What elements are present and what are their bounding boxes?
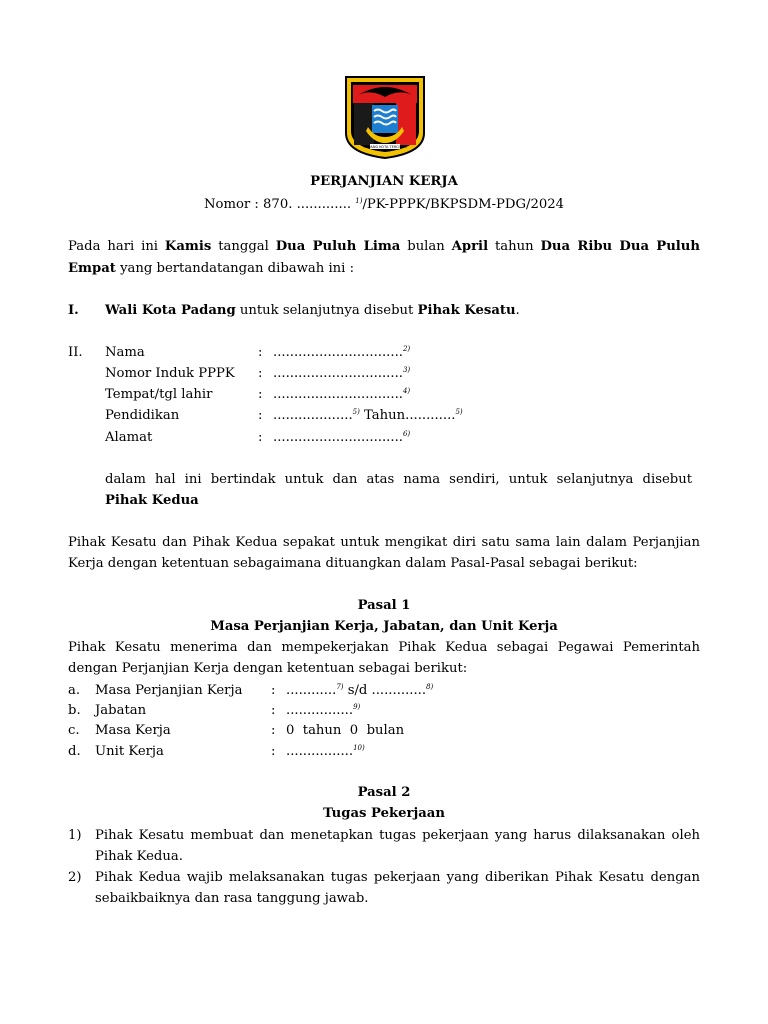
item-value: 0 tahun 0 bulan [286,723,405,738]
field-value: ...............................$^{2)}$ [273,345,411,360]
pasal-1-line-1: Pihak Kesatu menerima dan mempekerjakan Pihak Kedua sebagai Pegawai Pemerintah [68,640,700,655]
party-2-statement-line-2: Pihak Kedua [105,493,199,508]
agreement-line-1: Pihak Kesatu dan Pihak Kedua sepakat untuk mengikat diri satu sama lain dalam Perjanjian [68,535,700,550]
document-title: PERJANJIAN KERJA [310,174,458,189]
field-value: ...............................$^{6)}$ [273,430,411,445]
item-letter: c. [68,723,80,738]
padang-city-emblem [344,75,426,159]
party-1-number: I. [68,303,79,318]
field-value: ...................$^{5)}$ Tahun............$^{5)}$ [273,408,463,423]
item-colon: : [271,723,276,738]
item-value: ............$^{7)}$ s/d .............$^{8)}$ [286,683,434,698]
item-number: 2) [68,870,82,885]
field-label: Alamat [105,430,153,445]
item-label: Masa Perjanjian Kerja [95,683,243,698]
item-letter: d. [68,744,81,759]
pasal-1-heading: Pasal 1 [357,598,411,613]
party-2-number: II. [68,345,83,360]
item-text-line-1: Pihak Kedua wajib melaksanakan tugas pekerjaan yang diberikan Pihak Kesatu dengan [95,870,700,885]
field-colon: : [258,408,263,423]
item-value: ................$^{10)}$ [286,744,365,759]
pasal-1-line-2: dengan Perjanjian Kerja dengan ketentuan sebagai berikut: [68,661,468,676]
field-value: ...............................$^{3)}$ [273,366,411,381]
item-value: ................$^{9)}$ [286,703,361,718]
item-colon: : [271,744,276,759]
item-text-line-1: Pihak Kesatu membuat dan menetapkan tugas pekerjaan yang harus dilaksanakan oleh [95,828,700,843]
pasal-2-subheading: Tugas Pekerjaan [323,806,445,821]
opening-line-2: Empat yang bertandatangan dibawah ini : [68,261,355,276]
opening-line-1: Pada hari ini Kamis tanggal Dua Puluh Lima bulan April tahun Dua Ribu Dua Puluh [68,239,700,254]
item-label: Masa Kerja [95,723,171,738]
item-text-line-2: sebaikbaiknya dan rasa tanggung jawab. [95,891,369,906]
field-label: Pendidikan [105,408,180,423]
item-letter: a. [68,683,81,698]
pasal-1-subheading: Masa Perjanjian Kerja, Jabatan, dan Unit Kerja [210,619,558,634]
item-label: Jabatan [95,703,147,718]
document-number: Nomor : 870. ............. $^{1)}$/PK-PPPK/BKPSDM-PDG/2024 [203,197,565,212]
logo-text: PADANG KOTA TERCINTA [363,145,407,149]
item-colon: : [271,683,276,698]
field-colon: : [258,387,263,402]
field-label: Tempat/tgl lahir [105,387,213,402]
item-number: 1) [68,828,82,843]
party-1-text: Wali Kota Padang untuk selanjutnya disebut Pihak Kesatu. [105,303,520,318]
item-label: Unit Kerja [95,744,164,759]
field-colon: : [258,430,263,445]
field-value: ...............................$^{4)}$ [273,387,411,402]
party-2-statement-line-1: dalam hal ini bertindak untuk dan atas nama sendiri, untuk selanjutnya disebut [105,472,692,487]
agreement-line-2: Kerja dengan ketentuan sebagaimana dituangkan dalam Pasal-Pasal sebagai berikut: [68,556,638,571]
field-label: Nomor Induk PPPK [105,366,235,381]
item-text-line-2: Pihak Kedua. [95,849,183,864]
field-colon: : [258,366,263,381]
item-letter: b. [68,703,81,718]
field-colon: : [258,345,263,360]
field-label: Nama [105,345,145,360]
pasal-2-heading: Pasal 2 [357,785,411,800]
item-colon: : [271,703,276,718]
